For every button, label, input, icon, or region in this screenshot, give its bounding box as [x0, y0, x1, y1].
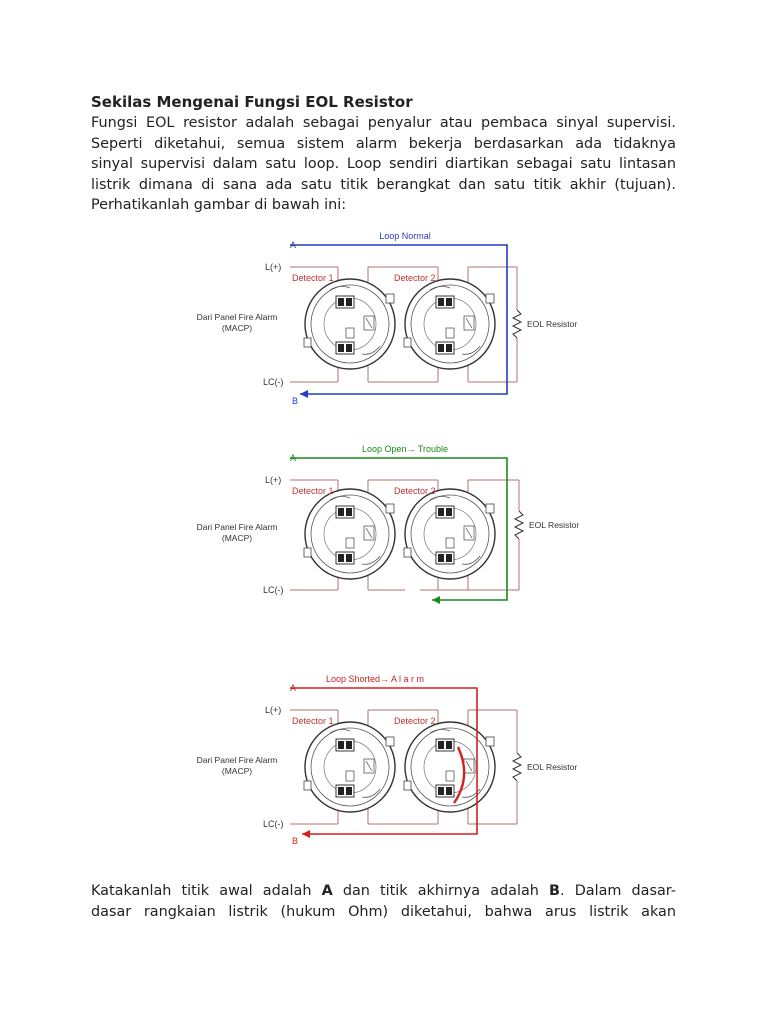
paragraph-line: listrik dimana di sana ada satu titik berangkat dan satu titik akhir (tujuan). [91, 176, 676, 193]
detector-1-base [304, 489, 395, 579]
l-plus-label: L(+) [265, 262, 282, 272]
paragraph-line: Perhatikanlah gambar di bawah ini: [91, 197, 347, 213]
mounting-tab [404, 338, 411, 347]
loop-title: Loop Normal [379, 231, 431, 241]
point-b-label: B [292, 396, 299, 406]
eol-resistor-label: EOL Resistor [527, 762, 578, 772]
point-a-label: A [290, 453, 297, 463]
loop-arrow-head [302, 830, 310, 838]
mounting-tab [386, 294, 394, 303]
terminal-screw [438, 554, 444, 562]
mounting-tab [304, 548, 311, 557]
terminal-screw [346, 787, 352, 795]
terminal-screw [446, 344, 452, 352]
terminal-screw [446, 787, 452, 795]
loop-arrow-head [432, 596, 440, 604]
contact-spring [346, 538, 354, 548]
point-b-label: B [292, 836, 299, 846]
detector-base-outer [305, 279, 395, 369]
point-a-bold: A [321, 883, 333, 899]
text-fragment: . Dalam dasar- [560, 883, 676, 899]
conclusion-paragraph [91, 881, 676, 922]
detector-base-outer [405, 489, 495, 579]
paragraph-line: Fungsi EOL resistor adalah sebagai penyalur atau pembaca sinyal supervisi. [91, 115, 676, 131]
detector-1-label: Detector 1 [292, 273, 334, 283]
terminal-screw [346, 344, 352, 352]
terminal-screw [346, 554, 352, 562]
panel-label: (MACP) [221, 323, 253, 333]
loop-shorted-diagram [0, 672, 768, 852]
detector-base-outer [405, 279, 495, 369]
lc-minus-label: LC(-) [263, 585, 284, 595]
panel-label: (MACP) [221, 533, 253, 543]
eol-resistor-symbol [513, 753, 521, 781]
terminal-screw [446, 741, 452, 749]
contact-spring [446, 328, 454, 338]
paragraph-line: dasar rangkaian listrik (hukum Ohm) diketahui, bahwa arus listrik akan [91, 903, 676, 920]
mounting-tab [386, 504, 394, 513]
text-fragment: dan titik akhirnya adalah [332, 883, 550, 899]
lc-minus-label: LC(-) [263, 377, 284, 387]
terminal-screw [338, 298, 344, 306]
detector-2-label: Detector 2 [394, 486, 436, 496]
terminal-screw [438, 344, 444, 352]
terminal-screw [338, 508, 344, 516]
loop-title: Loop Open→ Trouble [361, 444, 449, 454]
terminal-screw [346, 508, 352, 516]
detector-base-outer [305, 489, 395, 579]
loop-title: Loop Shorted→ A l a r m [325, 674, 425, 684]
detector-2-label: Detector 2 [394, 273, 436, 283]
lc-minus-label: LC(-) [263, 819, 284, 829]
detector-2-label: Detector 2 [394, 716, 436, 726]
eol-resistor-label: EOL Resistor [527, 319, 578, 329]
l-plus-label: L(+) [265, 475, 282, 485]
point-a-label: A [290, 683, 297, 693]
terminal-screw [438, 298, 444, 306]
terminal-screw [338, 741, 344, 749]
terminal-screw [438, 508, 444, 516]
contact-spring [346, 328, 354, 338]
eol-resistor-symbol [515, 511, 523, 539]
detector-2-base [404, 722, 495, 812]
detector-base-outer [405, 722, 495, 812]
eol-resistor-symbol [513, 310, 521, 338]
terminal-screw [338, 554, 344, 562]
terminal-screw [446, 554, 452, 562]
paragraph-line [91, 881, 676, 902]
mounting-tab [304, 781, 311, 790]
panel-label: Dari Panel Fire Alarm [196, 755, 278, 765]
terminal-screw [438, 787, 444, 795]
contact-spring [446, 771, 454, 781]
loop-open-diagram [0, 438, 768, 613]
detector-1-label: Detector 1 [292, 486, 334, 496]
terminal-screw [438, 741, 444, 749]
terminal-screw [338, 787, 344, 795]
section-heading: Sekilas Mengenai Fungsi EOL Resistor [91, 93, 413, 111]
text-fragment: Katakanlah titik awal adalah [91, 883, 322, 899]
contact-spring [446, 538, 454, 548]
detector-1-base [304, 279, 395, 369]
terminal-screw [446, 298, 452, 306]
loop-arrow-head [300, 390, 308, 398]
l-plus-label: L(+) [265, 705, 282, 715]
mounting-tab [386, 737, 394, 746]
mounting-tab [404, 781, 411, 790]
mounting-tab [304, 338, 311, 347]
mounting-tab [486, 504, 494, 513]
terminal-screw [446, 508, 452, 516]
terminal-screw [346, 298, 352, 306]
eol-resistor-label: EOL Resistor [529, 520, 580, 530]
paragraph-line: Seperti diketahui, semua sistem alarm bekerja berdasarkan ada tidaknya [91, 135, 676, 152]
detector-base-outer [305, 722, 395, 812]
loop-normal-diagram [0, 222, 768, 412]
detector-2-base [404, 489, 495, 579]
mounting-tab [404, 548, 411, 557]
paragraph-line: sinyal supervisi dalam satu loop. Loop sendiri diartikan sebagai satu lintasan [91, 156, 676, 172]
detector-1-label: Detector 1 [292, 716, 334, 726]
terminal-screw [338, 344, 344, 352]
mounting-tab [486, 737, 494, 746]
panel-label: (MACP) [221, 766, 253, 776]
panel-label: Dari Panel Fire Alarm [196, 522, 278, 532]
detector-2-base [404, 279, 495, 369]
point-b-bold: B [549, 883, 561, 899]
detector-1-base [304, 722, 395, 812]
contact-spring [346, 771, 354, 781]
intro-paragraph [91, 113, 676, 216]
terminal-screw [346, 741, 352, 749]
mounting-tab [486, 294, 494, 303]
panel-label: Dari Panel Fire Alarm [196, 312, 278, 322]
point-a-label: A [290, 240, 297, 250]
